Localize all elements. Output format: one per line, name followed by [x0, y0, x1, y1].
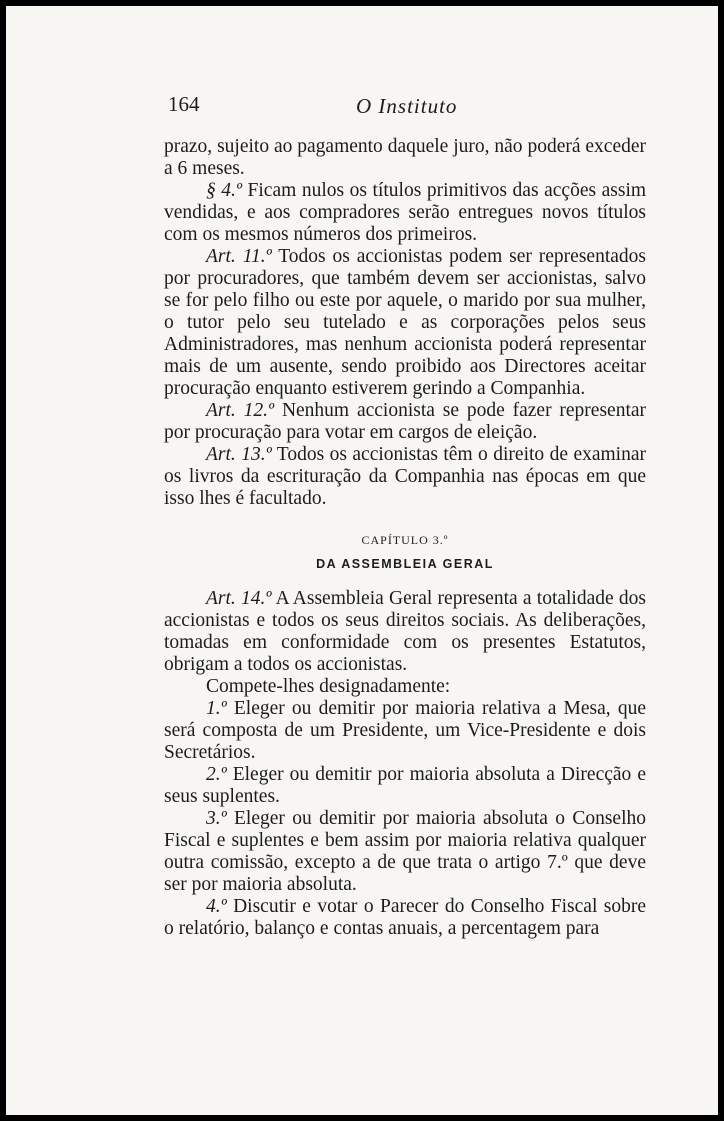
section-label: § 4.º [206, 180, 242, 201]
body-text [164, 136, 646, 940]
paragraph-compete [164, 676, 646, 698]
paragraph-continuation [164, 136, 646, 180]
paragraph-text: Eleger ou demitir por maioria absoluta a Direcção e seus suplentes. [164, 764, 646, 807]
paragraph-article-13 [164, 444, 646, 510]
item-label: 1.º [206, 698, 227, 719]
paragraph-text: prazo, sujeito ao pagamento daquele juro, não poderá exceder a 6 meses. [164, 136, 646, 179]
page-number: 164 [168, 92, 200, 116]
article-label: Art. 11.º [206, 246, 272, 267]
paragraph-text: Discutir e votar o Parecer do Conselho Fiscal sobre o relatório, balanço e contas anuais, a percentagem para [164, 896, 647, 939]
paragraph-article-14 [164, 588, 646, 676]
paragraph-text: Todos os accionistas podem ser representados por procuradores, que também devem ser accionistas, salvo se for pelo filho ou este por aquele, o marido por sua mulher, o tutor pelo seu tutelado e as corporações pelos seus Administradores, mas nenhum accionista poderá representar mais de um ausente, sendo proibido aos Directores aceitar procuração enquanto estiverem gerindo a Companhia. [164, 246, 646, 399]
paragraph-article-12 [164, 400, 646, 444]
article-label: Art. 14.º [206, 588, 272, 609]
paragraph-article-11 [164, 246, 646, 400]
list-item-2 [164, 764, 646, 808]
list-item-1 [164, 698, 646, 764]
book-page [6, 6, 718, 1115]
paragraph-text: Todos os accionistas têm o direito de examinar os livros da escrituração da Companhia nas épocas em que isso lhes é facultado. [164, 444, 646, 509]
article-label: Art. 12.º [206, 400, 275, 421]
list-item-4 [164, 896, 646, 940]
page-header [6, 92, 718, 122]
paragraph-section-4 [164, 180, 646, 246]
item-label: 2.º [206, 764, 227, 785]
running-title: O Instituto [356, 94, 458, 118]
paragraph-text: Ficam nulos os títulos primitivos das acções assim vendidas, e aos compradores serão entregues novos títulos com os mesmos números dos primeiros. [164, 180, 647, 245]
paragraph-text: Eleger ou demitir por maioria absoluta o Conselho Fiscal e suplentes e bem assim por maioria relativa qualquer outra comissão, excepto a de que trata o artigo 7.º que deve ser por maioria absoluta. [164, 808, 647, 895]
chapter-title: DA ASSEMBLEIA GERAL [316, 557, 494, 571]
paragraph-text: Nenhum accionista se pode fazer representar por procuração para votar em cargos de eleição. [164, 400, 647, 443]
article-label: Art. 13.º [206, 444, 272, 465]
item-label: 3.º [206, 808, 227, 829]
chapter-label: CAPÍTULO 3.º [361, 533, 449, 547]
list-item-3 [164, 808, 646, 896]
paragraph-text: Compete-lhes designadamente: [206, 676, 451, 697]
paragraph-text: A Assembleia Geral representa a totalidade dos accionistas e todos os seus direitos sociais. As deliberações, tomadas em conformidade com os presentes Estatutos, obrigam a todos os accionistas. [164, 588, 646, 675]
item-label: 4.º [206, 896, 227, 917]
paragraph-text: Eleger ou demitir por maioria relativa a Mesa, que será composta de um Presidente, um Vice-Presidente e dois Secretários. [164, 698, 646, 763]
